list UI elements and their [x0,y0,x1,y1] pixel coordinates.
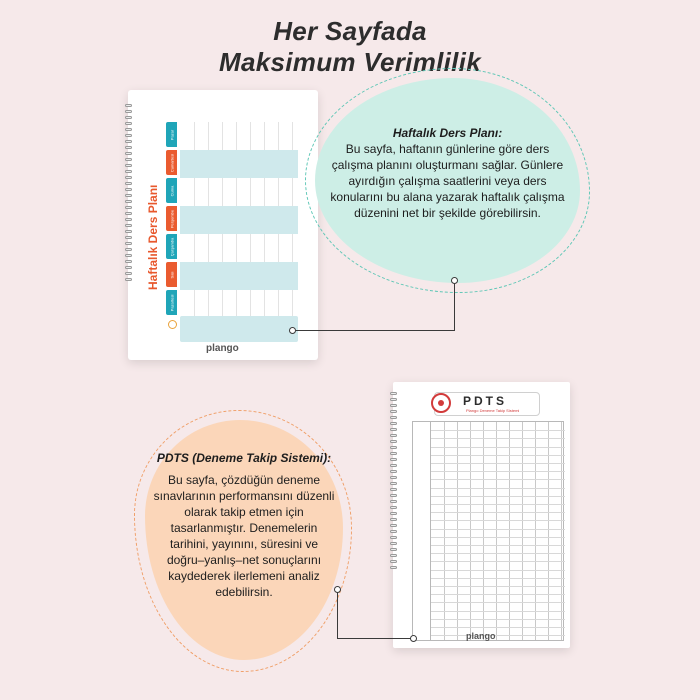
grid-line [431,602,565,603]
grid-line [431,455,565,456]
grid-line [431,504,565,505]
day-tab: Pazartesi [166,290,177,315]
pdts-subtitle: Plango Deneme Takip Sistemi [466,408,520,413]
pdts-row-header [413,422,431,640]
grid-line [431,496,565,497]
connector-dot [289,327,296,334]
grid-line [431,570,565,571]
grid-line [431,488,565,489]
day-tab: Çarşamba [166,234,177,259]
spiral-binding [390,392,398,637]
connector-dot [410,635,417,642]
day-tab: Pazar [166,122,177,147]
headline [0,16,700,78]
grid-line [431,471,565,472]
connector-line [454,280,455,331]
connector-line [337,590,338,638]
weekly-plan-title: Haftalık Ders Planı [146,184,160,290]
grid-line [431,594,565,595]
weekly-plan-callout-title: Haftalık Ders Planı: [392,126,503,140]
connector-dot [334,586,341,593]
grid-line [431,463,565,464]
grid-line [431,627,565,628]
grid-line [431,430,565,431]
grid-line [431,586,565,587]
grid-line [431,479,565,480]
day-tabs [166,122,178,318]
grid-line [431,578,565,579]
note-circle-icon [168,320,177,329]
grid-line [431,561,565,562]
grid-line [431,553,565,554]
day-tab: Cuma [166,178,177,203]
day-tab: Cumartesi [166,150,177,175]
grid-line [431,611,565,612]
grid-line [431,438,565,439]
grid-line [431,635,565,636]
pdts-callout-title: PDTS (Deneme Takip Sistemi): [156,451,332,465]
grid-line [431,512,565,513]
weekly-plan-callout-body: Bu sayfa, haftanın günlerine göre ders çalışma planını oluşturmanı sağlar. Günlere ayırdığın çalışma saatlerini veya ders konularını bu alana yazarak haftalık çalışma düzenini net bir şekilde görebilirsin. [330,142,565,220]
grid-line [431,520,565,521]
location-pin-icon [431,393,451,413]
grid-line [431,537,565,538]
grid-line [431,545,565,546]
connector-line [337,638,415,639]
pdts-callout-text [152,450,336,600]
day-tab: Perşembe [166,206,177,231]
spiral-binding [125,104,133,344]
connector-line [296,330,454,331]
connector-dot [451,277,458,284]
headline-line-2: Maksimum Verimlilik [219,47,481,77]
headline-line-1: Her Sayfada [273,16,427,46]
plango-logo: plango [206,343,239,354]
pdts-table [412,421,564,641]
pdts-title: PDTS [463,394,508,408]
weekly-plan-grid [180,122,300,342]
grid-line [431,529,565,530]
plango-logo: plango [466,631,496,641]
weekly-plan-callout-text [330,125,565,221]
pdts-callout-body: Bu sayfa, çözdüğün deneme sınavlarının performansını düzenli olarak takip etmen için tasarlanmıştır. Denemelerin tarihini, yayınını, süresini ve doğru–yanlış–net sonuçlarını kaydederek ilerlemeni analiz edebilirsin. [153,473,335,599]
day-tab: Salı [166,262,177,287]
grid-line [431,447,565,448]
grid-line [431,619,565,620]
